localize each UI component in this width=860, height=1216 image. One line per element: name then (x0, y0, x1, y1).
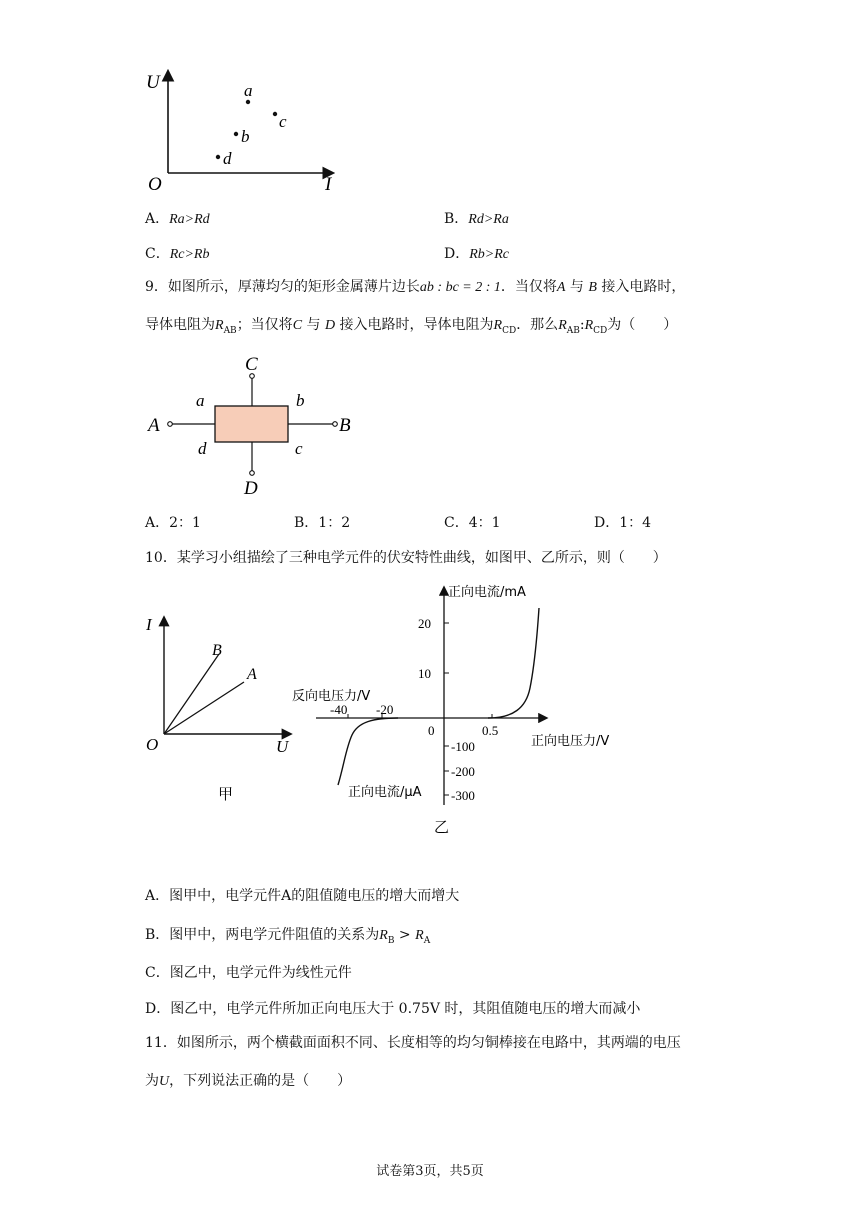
point-d (216, 155, 220, 159)
figure-metal-sheet (140, 350, 365, 500)
yi-x-left-label: 反向电压力/V (292, 689, 371, 704)
corner-c-label: c (295, 439, 303, 458)
jia-caption: 甲 (218, 785, 234, 803)
yi-tick-neg40: -40 (330, 702, 348, 717)
yi-y-bottom-label: 正向电流/μA (348, 785, 422, 800)
jia-origin-label: O (146, 735, 159, 754)
yi-tick-0: 0 (428, 723, 435, 738)
line-b (164, 654, 219, 734)
figure-jia (140, 608, 300, 808)
line-a (164, 682, 244, 734)
metal-sheet-rect (215, 406, 288, 442)
yi-tick-10: 10 (418, 666, 431, 681)
reverse-curve (338, 718, 398, 785)
q11-stem-line2: 为U，下列说法正确的是（ ） (145, 1073, 352, 1089)
yi-tick-0-5: 0.5 (482, 723, 499, 738)
point-b-label: b (241, 127, 250, 146)
q8-option-b[interactable]: B．Rd>Ra (444, 211, 509, 227)
q8-option-d[interactable]: D．Rb>Rc (444, 246, 509, 262)
point-a (246, 100, 250, 104)
q8-option-c[interactable]: C．Rc>Rb (145, 246, 210, 262)
page-footer: 试卷第3页，共5页 (376, 1164, 484, 1179)
yi-tick-neg300: -300 (451, 788, 475, 803)
point-c-label: c (279, 112, 287, 131)
figure-ui-points (140, 66, 350, 196)
yi-y-top-label: 正向电流/mA (448, 585, 526, 600)
jia-line-b-label: B (212, 642, 222, 659)
origin-label: O (148, 174, 162, 195)
figure-yi (288, 580, 628, 840)
corner-a-label: a (196, 391, 205, 410)
corner-b-label: b (296, 391, 305, 410)
q10-option-b[interactable]: B．图甲中，两电学元件阻值的关系为$R_B > R_A$ (145, 927, 431, 946)
q11-stem-line1: 11．如图所示，两个横截面面积不同、长度相等的均匀铜棒接在电路中，其两端的电压 (145, 1035, 681, 1051)
terminal-a-label: A (148, 415, 160, 436)
q9-stem-line1: 9．如图所示，厚薄均匀的矩形金属薄片边长ab : bc = 2 : 1．当仅将A 与 B 接入电路时， (145, 279, 686, 295)
yi-caption: 乙 (434, 818, 450, 836)
q9-option-a[interactable]: A．2：1 (145, 515, 201, 531)
q10-option-a[interactable]: A．图甲中，电学元件A的阻值随电压的增大而增大 (145, 888, 460, 904)
point-a-label: a (244, 81, 253, 100)
q10-option-c[interactable]: C．图乙中，电学元件为线性元件 (145, 965, 352, 981)
q10-option-d[interactable]: D．图乙中，电学元件所加正向电压大于 0.75V 时，其阻值随电压的增大而减小 (145, 1001, 641, 1017)
q8-option-a[interactable]: A．Ra>Rd (145, 211, 210, 227)
yi-tick-neg100: -100 (451, 739, 475, 754)
yi-tick-20: 20 (418, 616, 431, 631)
forward-curve (488, 608, 539, 718)
point-c (273, 112, 277, 116)
q9-option-b[interactable]: B．1：2 (294, 515, 351, 531)
jia-axis-u-label: U (276, 737, 289, 756)
q9-stem-line2: 导体电阻为$R_{AB}$；当仅将C 与 D 接入电路时，导体电阻为$R_{CD}$．那么$R_{AB}:R_{CD}$为（ ） (145, 317, 678, 336)
yi-tick-neg200: -200 (451, 764, 475, 779)
q9-option-d[interactable]: D．1：4 (594, 515, 652, 531)
corner-d-label: d (198, 439, 207, 458)
point-b (234, 132, 238, 136)
q9-option-c[interactable]: C．4：1 (444, 515, 501, 531)
axis-u-label: U (146, 72, 160, 93)
terminal-d-label: D (244, 478, 258, 499)
q10-stem: 10．某学习小组描绘了三种电学元件的伏安特性曲线，如图甲、乙所示，则（ ） (145, 550, 667, 566)
point-d-label: d (223, 149, 232, 168)
yi-x-right-label: 正向电压力/V (531, 734, 610, 749)
terminal-b-label: B (339, 415, 351, 436)
axis-i-label: I (325, 174, 332, 195)
terminal-c-label: C (245, 354, 258, 375)
jia-axis-i-label: I (146, 615, 152, 634)
yi-tick-neg20: -20 (376, 702, 394, 717)
jia-line-a-label: A (247, 666, 257, 683)
